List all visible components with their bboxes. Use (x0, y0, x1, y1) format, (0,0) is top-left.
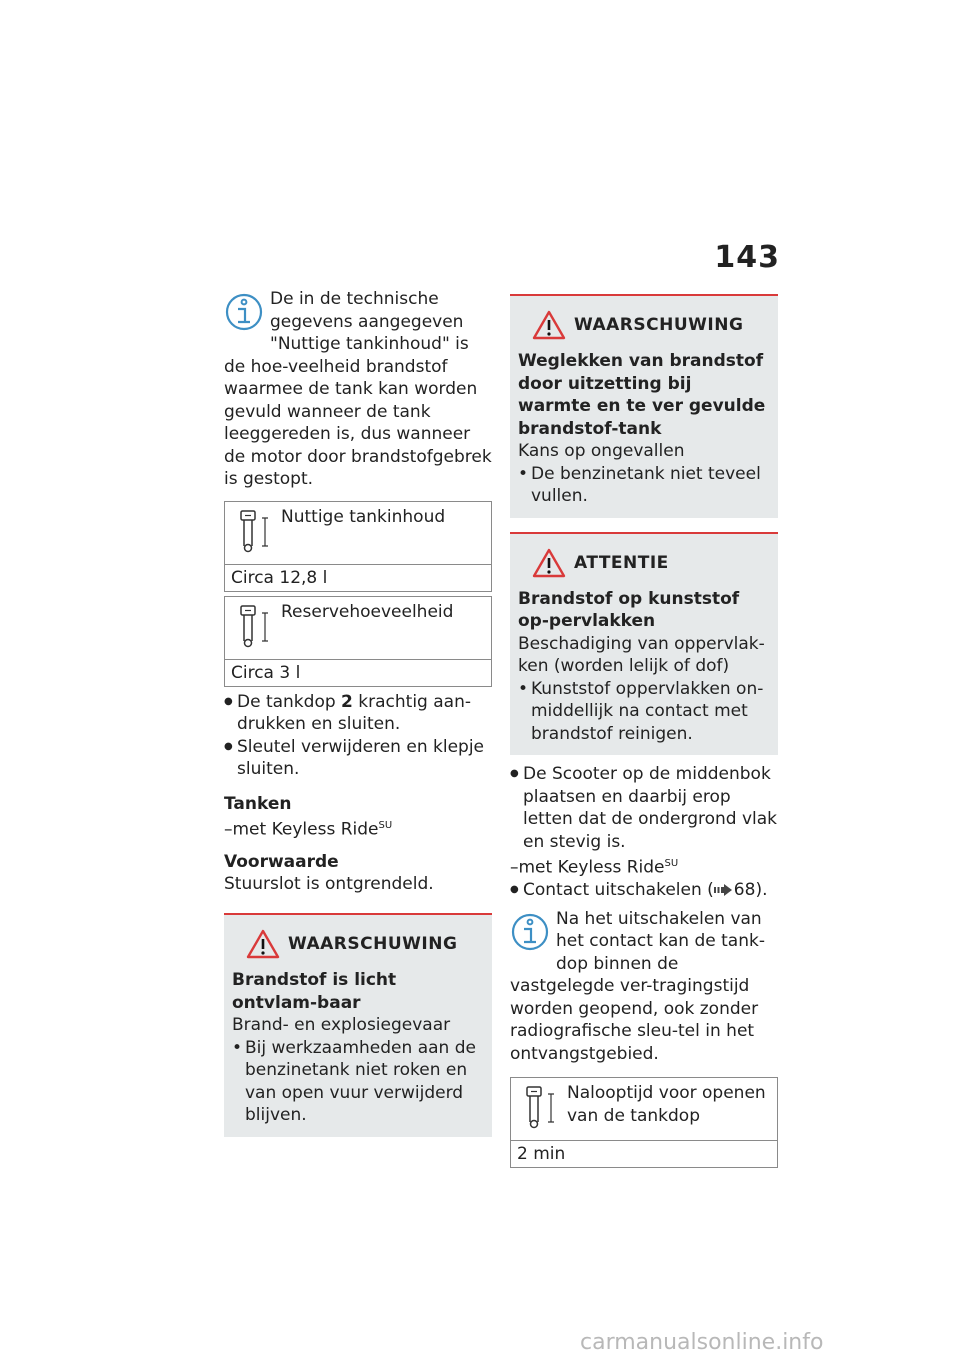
page-reference-arrow-icon (714, 884, 734, 896)
left-column (224, 288, 492, 1137)
right-column (510, 294, 778, 1168)
warning-box (510, 294, 778, 518)
spec-label: Nalooptijd voor openen van de tankdop (567, 1083, 766, 1126)
condition-line: –met Keyless Ride$^{SU}$ (510, 857, 679, 878)
list-item: ● Contact uitschakelen ( 68). (510, 879, 778, 902)
warning-subtitle: Weglekken van brandstof door uitzetting bij warmte en te ver gevulde brandstof-tank (518, 351, 766, 439)
fuel-tank-icon (523, 1084, 559, 1132)
warning-title: WAARSCHUWING (288, 934, 458, 955)
fuel-tank-icon (237, 603, 273, 651)
warning-triangle-icon (246, 929, 280, 959)
section-heading: Voorwaarde (224, 851, 339, 872)
watermark: carmanualsonline.info (580, 1330, 824, 1355)
list-item: • Bij werkzaamheden aan de benzinetank niet roken en van open vuur verwijderd blijven. (232, 1037, 484, 1127)
condition-line: –met Keyless Ride$^{SU}$ (224, 819, 393, 840)
list-item: • De benzinetank niet teveel vullen. (518, 463, 770, 508)
section-heading: Tanken (224, 793, 292, 814)
spec-label: Reservehoeveelheid (281, 601, 454, 622)
warning-text: Kans op ongevallen (518, 441, 685, 461)
condition-text: Stuurslot is ontgrendeld. (224, 873, 434, 894)
spec-table-usable-capacity (224, 501, 492, 592)
spec-table-delay (510, 1077, 778, 1168)
reference-number: 2 (341, 691, 353, 712)
attention-text: Beschadiging van oppervlak-ken (worden lelijk of dof) (518, 633, 765, 676)
warning-triangle-icon (532, 310, 566, 340)
steps-list (510, 763, 778, 853)
info-icon (224, 290, 264, 334)
warning-title: WAARSCHUWING (574, 315, 744, 335)
list-item: • Kunststof oppervlakken on-middellijk na contact met brandstof reinigen. (518, 678, 770, 746)
spec-table-reserve (224, 596, 492, 687)
list-item: ● De Scooter op de middenbok plaatsen en daarbij erop letten dat de ondergrond vlak en stevig is. (510, 763, 778, 853)
attention-title: ATTENTIE (574, 552, 669, 573)
info-text: De in de technische gegevens aangegeven "Nuttige tankinhoud" is de hoe-veelheid brandstof waarmee de tank kan worden gevuld wanneer de tank leeggereden is, dus wanneer de motor door brandstofgebrek is gestopt. (224, 289, 492, 489)
spec-value: Circa 3 l (225, 659, 491, 686)
info-icon (510, 910, 550, 954)
list-item: ● Sleutel verwijderen en klepje sluiten. (224, 736, 492, 781)
warning-triangle-icon (532, 548, 566, 578)
list-item: ● De tankdop 2 krachtig aan-drukken en sluiten. (224, 691, 492, 736)
info-text: Na het uitschakelen van het contact kan de tank-dop binnen de vastgelegde ver-tragingstijd worden geopend, ook zonder radiografische sleu-tel in het ontvangstgebied. (510, 908, 765, 1064)
fuel-tank-icon (237, 508, 273, 556)
steps-list (510, 879, 778, 902)
warning-box (224, 913, 492, 1137)
spec-label: Nuttige tankinhoud (281, 506, 446, 527)
spec-value: Circa 12,8 l (225, 564, 491, 591)
warning-subtitle: Brandstof is licht ontvlam-baar (232, 970, 397, 1013)
steps-list (224, 691, 492, 781)
info-note (510, 908, 778, 1066)
attention-box (510, 532, 778, 756)
attention-subtitle: Brandstof op kunststof op-pervlakken (518, 588, 740, 631)
page-number: 143 (714, 240, 780, 275)
spec-value: 2 min (511, 1140, 777, 1167)
info-note (224, 288, 492, 491)
warning-text: Brand- en explosiegevaar (232, 1015, 451, 1036)
